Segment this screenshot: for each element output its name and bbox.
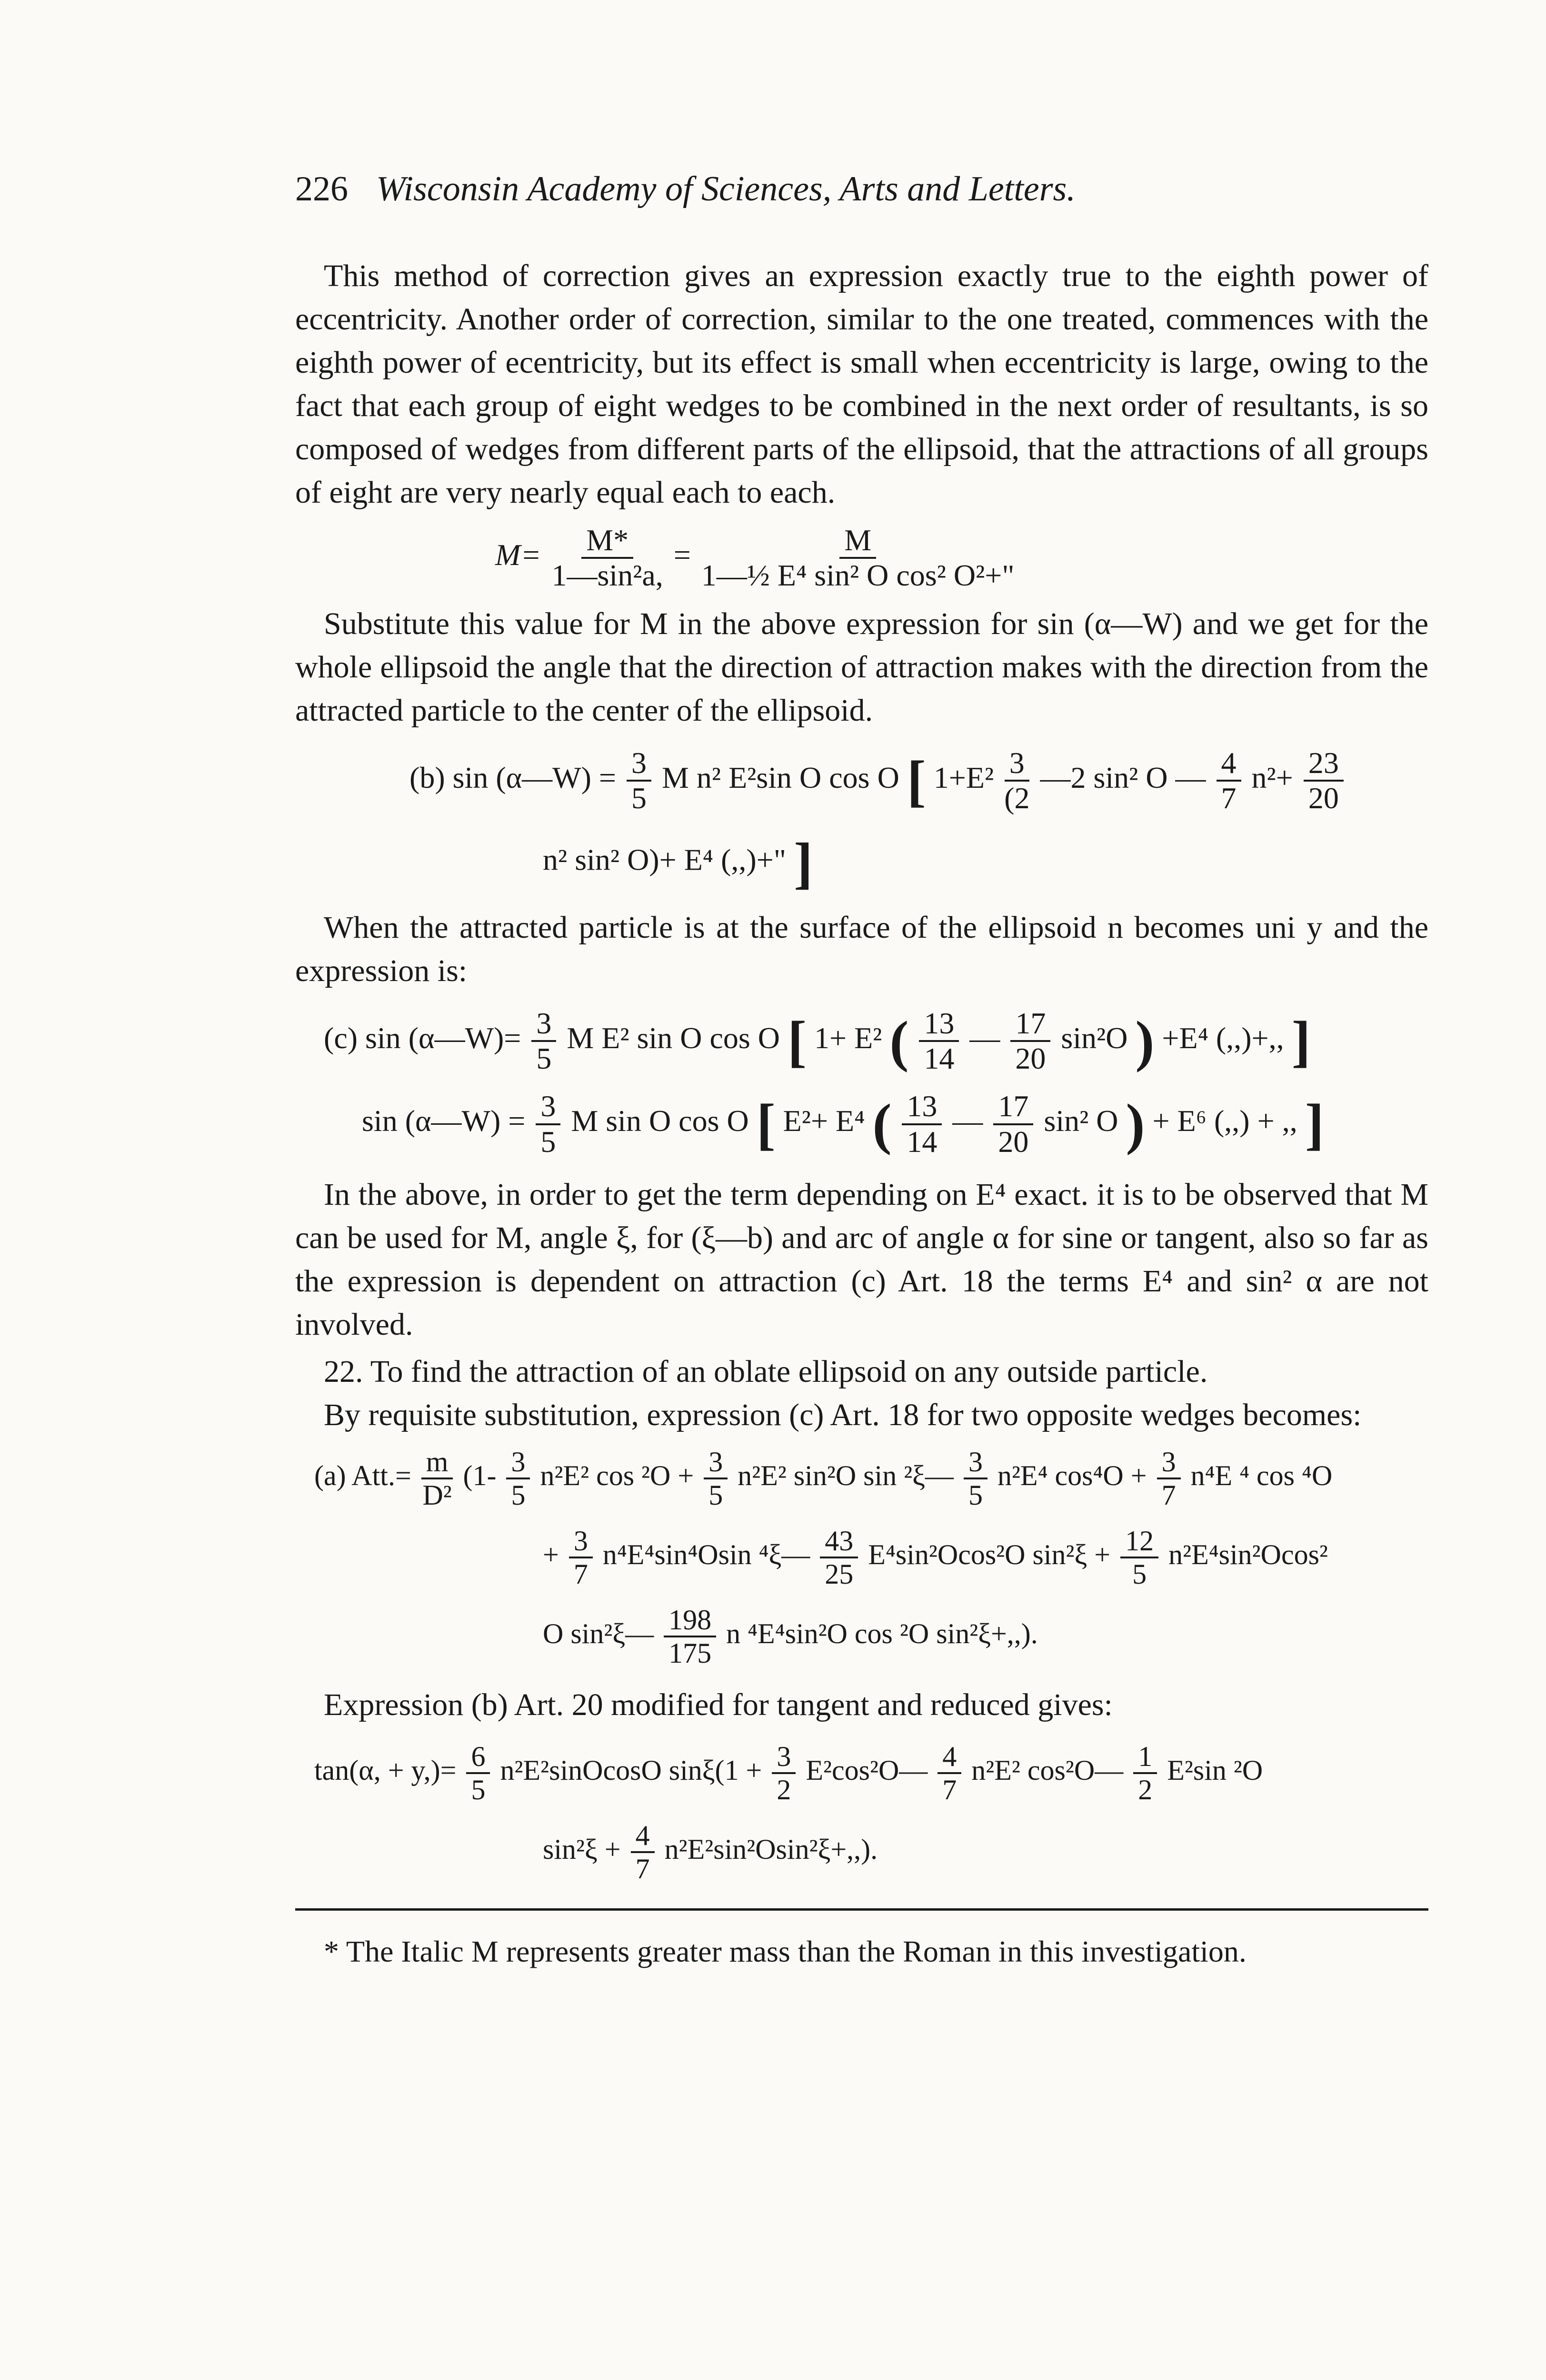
paragraph-4: In the above, in order to get the term depending on E⁴ exact. it is to be observed that M can be used for M, angle ξ, for (ξ—b) and arc of angle α for sine or tangent, also so far as the expression is dependent on attraction (c) Art. 18 the terms E⁴ and sin² α are not involved. [295, 1177, 1428, 1342]
eq-c-mid: M E² sin O cos O [567, 1021, 780, 1055]
mass-equals: = [673, 538, 691, 572]
equation-mass [495, 524, 1428, 593]
eq-att-l2c: E⁴sin²Ocos²O sin²ξ + [868, 1538, 1111, 1570]
equation-d [362, 1090, 1428, 1159]
eq-att-l3b: n ⁴E⁴sin²O cos ²O sin²ξ+,,). [726, 1617, 1038, 1649]
running-header [295, 171, 1428, 207]
eq-b-frac-1: $\frac{3}{5}$ [627, 746, 651, 815]
equation-att [314, 1446, 1428, 1511]
eq-d-mid: M sin O cos O [571, 1104, 749, 1138]
eq-b-bracket-close: ] [793, 831, 813, 894]
paragraph-1: This method of correction gives an expression exactly true to the eighth power of eccentricity. Another order of correction, similar to the one treated, commences with the eighth power of ecentricity, but its effect is small when eccentricity is large, owing to the fact that each group of eight wedges to be combined in the next order of resultants, is so composed of wedges from different parts of the ellipsoid, that the attractions of all groups of eight are very nearly equal each to each. [295, 258, 1428, 510]
eq-att-t4: n²E⁴ cos⁴O + [997, 1459, 1147, 1491]
equation-b [409, 746, 1428, 815]
eq-tan-l2a: sin²ξ + [543, 1833, 621, 1865]
paragraph-3: When the attracted particle is at the surface of the ellipsoid n becomes uni y and the expression is: [295, 910, 1428, 988]
eq-att-l2a: + [543, 1538, 559, 1570]
eq-att-frac-b2: $\frac{43}{25}$ [820, 1525, 858, 1590]
page [295, 171, 1428, 1973]
eq-tan-t4: E²sin ²O [1167, 1754, 1263, 1786]
eq-b-label: (b) sin (α—W) = [409, 760, 616, 794]
eq-c-frac-1: $\frac{3}{5}$ [531, 1007, 556, 1076]
eq-c-bracket-open: [ [788, 1009, 807, 1072]
eq-b-mid: M n² E²sin O cos O [661, 760, 899, 794]
mass-lhs: M= [495, 538, 541, 572]
eq-att-l2b: n⁴E⁴sin⁴Osin ⁴ξ— [602, 1538, 810, 1570]
eq-d-bracket-close: ] [1305, 1092, 1324, 1156]
equation-att-line-3 [543, 1604, 1428, 1669]
eq-d-label: sin (α—W) = [362, 1104, 526, 1138]
page-number: 226 [295, 169, 348, 208]
eq-d-frac-2: $\frac{13}{14}$ [902, 1090, 942, 1159]
eq-d-frac-3: $\frac{17}{20}$ [993, 1090, 1033, 1159]
eq-c-minus: — [969, 1021, 1000, 1055]
equation-b-line-2 [543, 831, 1428, 894]
eq-d-minus: — [952, 1104, 983, 1138]
eq-att-frac-a4: $\frac{3}{7}$ [1157, 1446, 1181, 1511]
eq-att-l2d: n²E⁴sin²Ocos² [1168, 1538, 1328, 1570]
eq-c-frac-3: $\frac{17}{20}$ [1010, 1007, 1050, 1076]
eq-att-t2: n²E² cos ²O + [540, 1459, 694, 1491]
eq-tan-t3: n²E² cos²O— [971, 1754, 1124, 1786]
eq-att-frac-a1: $\frac{3}{5}$ [506, 1446, 530, 1511]
eq-b-inner-2: —2 sin² O — [1040, 760, 1206, 794]
eq-tan-t2: E²cos²O— [806, 1754, 928, 1786]
paragraph-5: 22. To find the attraction of an oblate ellipsoid on any outside particle. [324, 1354, 1208, 1389]
eq-c-frac-2: $\frac{13}{14}$ [919, 1007, 959, 1076]
paragraph-7: Expression (b) Art. 20 modified for tangent and reduced gives: [324, 1687, 1113, 1723]
eq-att-t5: n⁴E ⁴ cos ⁴O [1190, 1459, 1333, 1491]
eq-c-paren-close: ) [1135, 1009, 1155, 1072]
eq-c-bracket-close: ] [1291, 1009, 1311, 1072]
eq-b-frac-3: $\frac{4}{7}$ [1217, 746, 1241, 815]
eq-att-frac-a2: $\frac{3}{5}$ [704, 1446, 728, 1511]
equation-tan-line-2 [543, 1820, 1428, 1884]
eq-att-frac-m: $\frac{m}{\text{D²}}$ [421, 1446, 453, 1511]
eq-b-line-2-text: n² sin² O)+ E⁴ (,,)+" [543, 843, 786, 877]
eq-tan-frac-1: $\frac{6}{5}$ [466, 1741, 490, 1805]
eq-b-frac-4: $\frac{23}{20}$ [1304, 746, 1344, 815]
mass-fraction-2: $\frac{M}{\text{1—½ E⁴ sin² O cos² O²+"}}$ [701, 523, 1015, 593]
eq-tan-label: tan(α, + y,)= [314, 1754, 457, 1786]
eq-d-paren-close: ) [1126, 1092, 1145, 1156]
eq-d-tail: + E⁶ (,,) + ,, [1152, 1104, 1297, 1138]
eq-att-t1: (1- [463, 1459, 497, 1491]
eq-att-label: (a) Att.= [314, 1459, 411, 1491]
equation-att-line-2 [543, 1525, 1428, 1590]
eq-att-t3: n²E² sin²O sin ²ξ— [738, 1459, 954, 1491]
eq-tan-t1: n²E²sinOcosO sinξ(1 + [500, 1754, 762, 1786]
eq-c-inner-1: 1+ E² [814, 1021, 882, 1055]
eq-tan-frac-g1: $\frac{4}{7}$ [631, 1820, 655, 1884]
eq-att-frac-a3: $\frac{3}{5}$ [964, 1446, 987, 1511]
eq-d-bracket-open: [ [756, 1092, 776, 1156]
eq-tan-frac-3: $\frac{4}{7}$ [938, 1741, 961, 1805]
eq-tan-frac-2: $\frac{3}{2}$ [772, 1741, 796, 1805]
eq-tan-frac-4: $\frac{1}{2}$ [1133, 1741, 1157, 1805]
paragraph-6: By requisite substitution, expression (c) Art. 18 for two opposite wedges becomes: [324, 1398, 1362, 1433]
footnote-divider [295, 1908, 1428, 1911]
footnote: * The Italic M represents greater mass than the Roman in this investigation. [324, 1934, 1247, 1969]
eq-b-frac-2: $\frac{3}{(2}$ [1004, 745, 1030, 815]
eq-c-tail: +E⁴ (,,)+,, [1162, 1021, 1284, 1055]
eq-att-frac-b1: $\frac{3}{7}$ [569, 1525, 593, 1590]
equation-tan [314, 1741, 1428, 1805]
eq-d-frac-1: $\frac{3}{5}$ [536, 1090, 560, 1159]
eq-b-bracket-open: [ [907, 749, 926, 813]
eq-c-inner-2: sin²O [1061, 1021, 1128, 1055]
eq-d-inner-2: sin² O [1044, 1104, 1118, 1138]
eq-d-inner-1: E²+ E⁴ [783, 1104, 865, 1138]
eq-d-paren-open: ( [872, 1092, 892, 1156]
eq-att-frac-b3: $\frac{12}{5}$ [1120, 1525, 1158, 1590]
eq-tan-l2b: n²E²sin²Osin²ξ+,,). [664, 1833, 878, 1865]
running-title: Wisconsin Academy of Sciences, Arts and Letters. [376, 169, 1076, 208]
paragraph-2: Substitute this value for M in the above expression for sin (α—W) and we get for the whole ellipsoid the angle that the direction of attraction makes with the direction from the attracted particle to the center of the ellipsoid. [295, 606, 1428, 728]
eq-c-label: (c) sin (α—W)= [324, 1021, 521, 1055]
eq-b-inner-3: n²+ [1251, 760, 1293, 794]
eq-att-frac-c1: $\frac{198}{175}$ [664, 1604, 716, 1669]
eq-att-l3a: O sin²ξ— [543, 1617, 654, 1649]
eq-c-paren-open: ( [889, 1009, 909, 1072]
eq-b-inner-1: 1+E² [933, 760, 994, 794]
equation-c [324, 1007, 1428, 1076]
mass-fraction-1: $\frac{M*}{\text{1—sin²a,}}$ [551, 523, 663, 593]
